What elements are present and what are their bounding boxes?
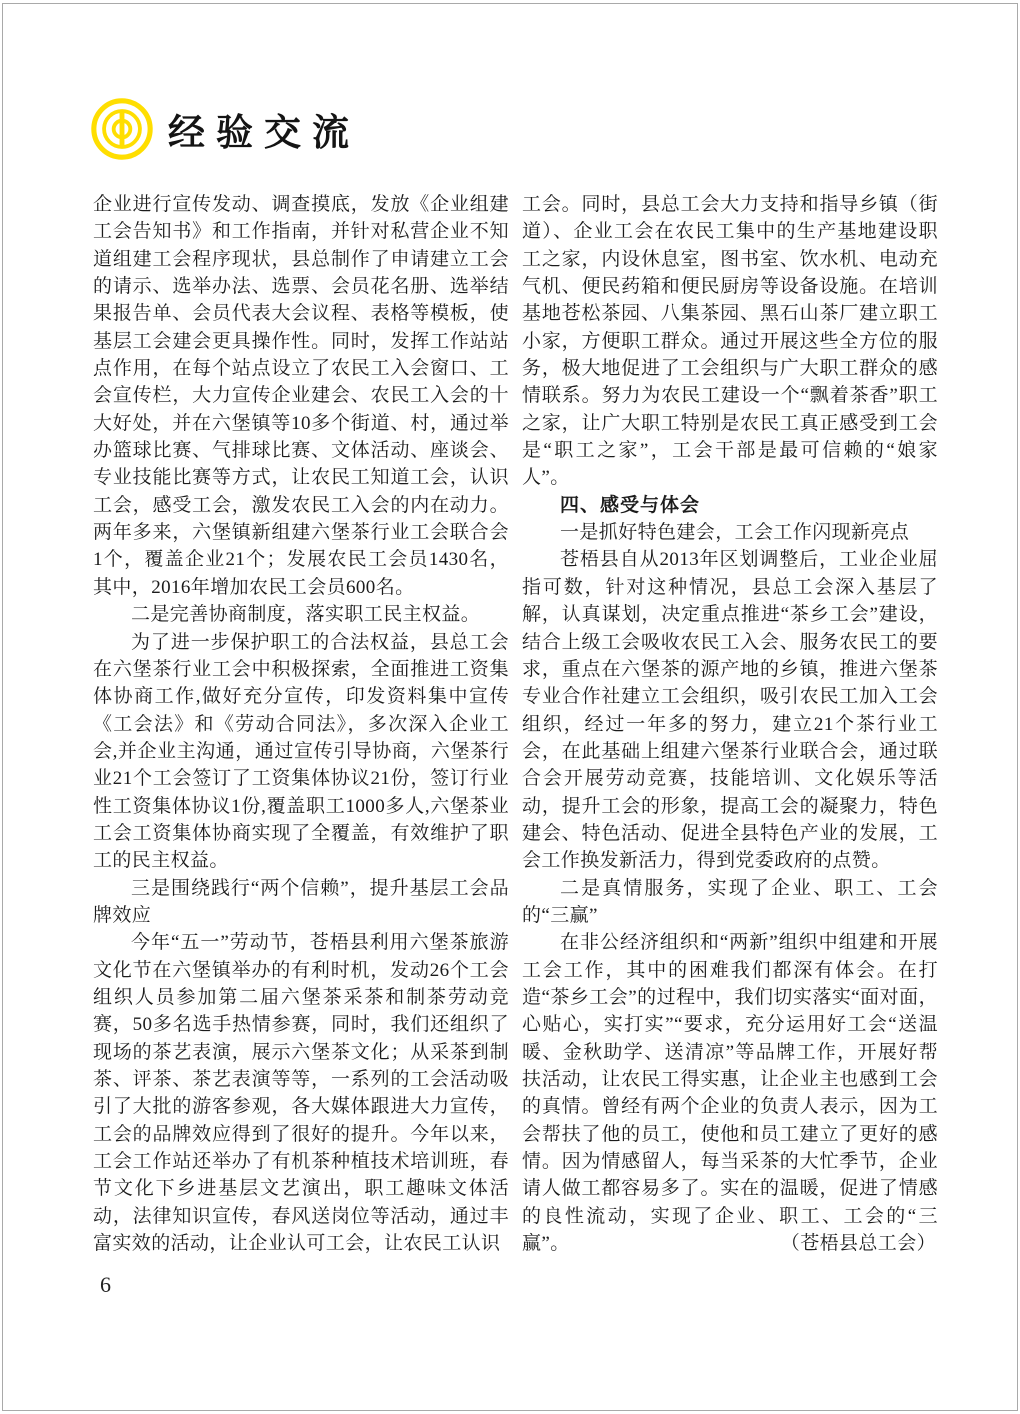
paragraph-continuation: 工会。同时，县总工会大力支持和指导乡镇（街道）、企业工会在农民工集中的生产基地建设职工之家，内设休息室，图书室、饮水机、电动充气机、便民药箱和便民厨房等设备设施。在培训基地苍松茶园、八集茶园、黑石山茶厂建立职工小家，方便职工群众。通过开展这些全方位的服务，极大地促进了工会组织与广大职工群众的感情联系。努力为农民工建设一个“飘着茶香”职工之家，让广大职工特别是农民工真正感受到工会是“职工之家”，工会干部是最可信赖的“娘家人”。 <box>522 194 938 489</box>
author-attribution: （苍梧县总工会） <box>780 1233 936 1255</box>
section-heading-four: 四、感受与体会 <box>560 494 701 516</box>
paragraph: 为了进一步保护职工的合法权益，县总工会在六堡茶行业工会中积极探索，全面推进工资集体协商工作,做好充分宣传，印发资料集中宣传《工会法》和《劳动合同法》，多次深入企业工会,并企业主沟通，通过宣传引导协商，六堡茶行业21个工会签订了工资集体协议21份，签订行业性工资集体协议1份,覆盖职工1000多人,六堡茶业工会工资集体协商实现了全覆盖，有效维护了职工的民主权益。 <box>93 631 509 872</box>
section-header <box>90 96 360 162</box>
subheading-third-point: 三是围绕践行“两个信赖”，提升基层工会品牌效应 <box>93 877 509 926</box>
trade-union-emblem-icon <box>90 97 154 161</box>
paragraph-continuation: 企业进行宣传发动、调查摸底，发放《企业组建工会告知书》和工作指南，并针对私营企业不知道组建工会程序现状，县总制作了申请建立工会的请示、选举办法、选票、会员花名册、选举结果报告单、会员代表大会议程、表格等模板，使基层工会建会更具操作性。同时，发挥工作站站点作用，在每个站点设立了农民工入会窗口、工会宣传栏，大力宣传企业建会、农民工入会的十大好处，并在六堡镇等10多个街道、村，通过举办篮球比赛、气排球比赛、文体活动、座谈会、专业技能比赛等方式，让农民工知道工会，认识工会，感受工会，激发农民工入会的内在动力。两年多来，六堡镇新组建六堡茶行业工会联合会1个，覆盖企业21个；发展农民工会员1430名，其中，2016年增加农民工会员600名。 <box>93 194 509 598</box>
page-title: 经验交流 <box>168 113 360 154</box>
left-text-column <box>93 191 509 1257</box>
paragraph: 苍梧县自从2013年区划调整后，工业企业屈指可数，针对这种情况，县总工会深入基层了解，认真谋划，决定重点推进“茶乡工会”建设，结合上级工会吸收农民工入会、服务农民工的要求，重点在六堡茶的源产地的乡镇，推进六堡茶专业合作社建立工会组织，吸引农民工加入工会组织，经过一年多的努力，建立21个茶行业工会，在此基础上组建六堡茶行业联合会，通过联合会开展劳动竞赛，技能培训、文化娱乐等活动，提升工会的形象，提高工会的凝聚力，特色建会、特色活动、促进全县特色产业的发展，工会工作换发新活力，得到党委政府的点赞。 <box>522 549 938 872</box>
paragraph: 在非公经济组织和“两新”组织中组建和开展工会工作，其中的困难我们都深有体会。在打造“茶乡工会”的过程中，我们切实落实“面对面，心贴心，实打实”“要求，充分运用好工会“送温暖、金秋助学、送清凉”等品牌工作，开展好帮扶活动，让农民工得实惠，让企业主也感到工会的真情。曾经有两个企业的负责人表示，因为工会帮扶了他的员工，使他和员工建立了更好的感情。因为情感留人，每当采茶的大忙季节，企业请人做工都容易多了。实在的温暖，促进了情感的良性流动，实现了企业、职工、工会的“三赢”。 <box>522 932 938 1255</box>
right-text-column <box>522 191 938 1257</box>
paragraph: 今年“五一”劳动节，苍梧县利用六堡茶旅游文化节在六堡镇举办的有利时机，发动26个工会组织人员参加第二届六堡茶采茶和制茶劳动竞赛，50多名选手热情参赛，同时，我们还组织了现场的茶艺表演，展示六堡茶文化；从采茶到制茶、评茶、茶艺表演等等，一系列的工会活动吸引了大批的游客参观，各大媒体跟进大力宣传，工会的品牌效应得到了很好的提升。今年以来，工会工作站还举办了有机茶种植技术培训班，春节文化下乡进基层文艺演出，职工趣味文体活动，法律知识宣传，春风送岗位等活动，通过丰富实效的活动，让企业认可工会，让农民工认识 <box>93 932 509 1255</box>
subheading-first-point: 一是抓好特色建会，工会工作闪现新亮点 <box>560 522 910 544</box>
page-number: 6 <box>100 1272 111 1297</box>
subheading-second-point: 二是完善协商制度，落实职工民主权益。 <box>131 604 481 626</box>
subheading-second-point: 二是真情服务，实现了企业、职工、工会的“三赢” <box>522 877 938 926</box>
